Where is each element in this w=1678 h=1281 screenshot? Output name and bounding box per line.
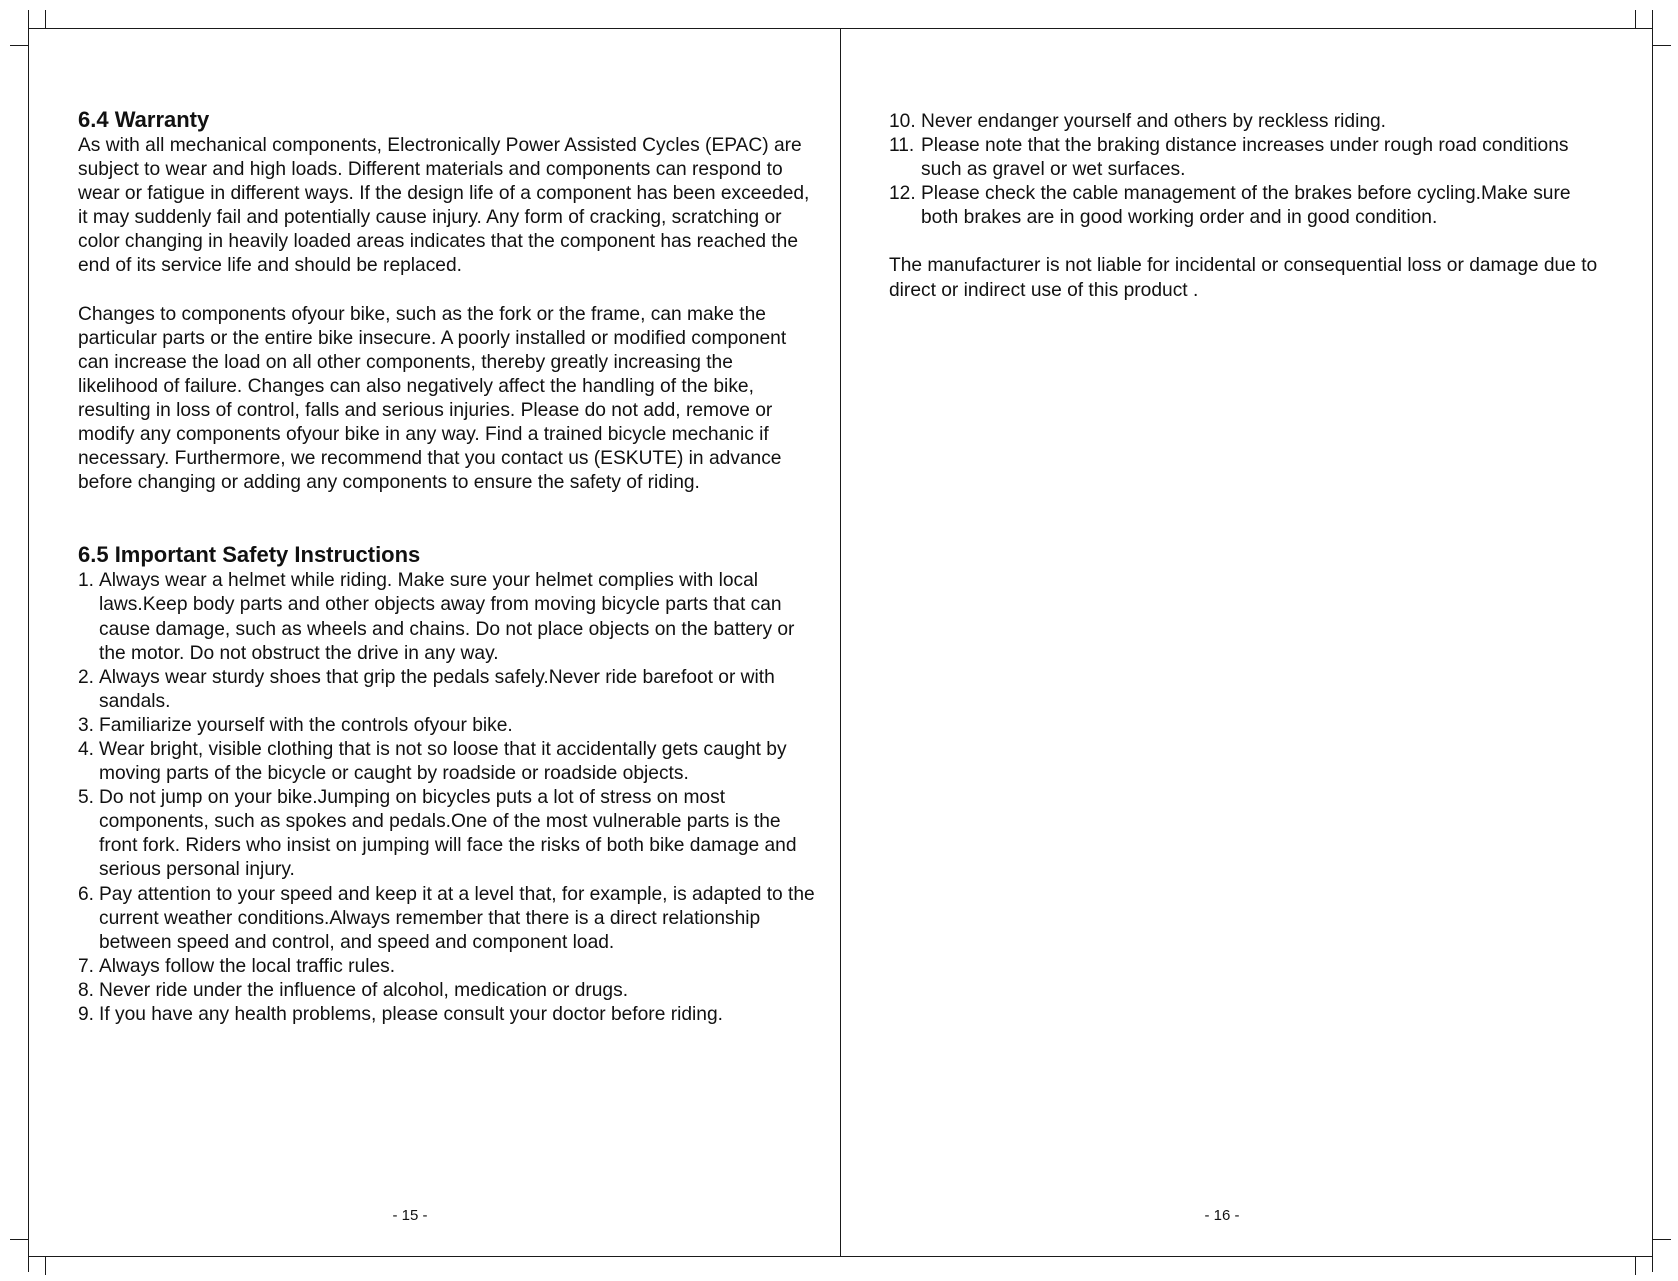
liability-disclaimer: The manufacturer is not liable for incidental or consequential loss or damage due to direct or indirect use of this product . (889, 255, 1598, 301)
safety-list (78, 569, 818, 1027)
list-item-number: 11. (889, 135, 915, 157)
list-item-number: 4. (78, 738, 95, 760)
crop-mark-tl-v (45, 10, 46, 28)
page-number-right: - 16 - (1204, 1207, 1240, 1224)
list-item-number: 5. (78, 787, 95, 809)
list-item-text: Please note that the braking distance increases under rough road conditions such as gravel or wet surfaces. (921, 135, 1569, 181)
crop-mark-tl-h (10, 45, 28, 46)
list-item (78, 883, 818, 955)
crop-mark-br-v (1635, 1257, 1636, 1275)
warranty-heading: 6.4 Warranty (78, 107, 210, 132)
list-item-number: 2. (78, 666, 95, 688)
right-page (841, 30, 1653, 1256)
crop-mark-tr-v (1635, 10, 1636, 28)
warranty-section (78, 106, 818, 495)
list-item-text: Do not jump on your bike.Jumping on bicycles puts a lot of stress on most components, such as spokes and pedals.One of the most vulnerable parts is the front fork. Riders who insist on jumping will face the risks of both bike damage and serious personal injury. (99, 787, 797, 881)
list-item-text: Pay attention to your speed and keep it at a level that, for example, is adapted to the current weather conditions.Always remember that there is a direct relationship between speed and control, and speed and component load. (99, 883, 815, 953)
safety-section (78, 541, 818, 1027)
list-item-number: 9. (78, 1004, 95, 1025)
list-item-number: 3. (78, 714, 95, 736)
list-item-number: 1. (78, 570, 95, 592)
list-item-text: Please check the cable management of the brakes before cycling.Make sure both brakes are in good working order and in good condition. (921, 183, 1571, 229)
crop-mark-bl-v (45, 1257, 46, 1275)
list-item (78, 714, 818, 738)
list-item-text: If you have any health problems, please consult your doctor before riding. (99, 1004, 723, 1025)
list-item-text: Always wear sturdy shoes that grip the pedals safely.Never ride barefoot or with sandals. (99, 666, 775, 712)
list-item (889, 110, 1609, 134)
list-item-number: 10. (889, 111, 916, 132)
list-item (78, 979, 818, 1003)
list-item-text: Wear bright, visible clothing that is not so loose that it accidentally gets caught by moving parts of the bicycle or caught by roadside or roadside objects. (99, 738, 787, 785)
safety-heading: 6.5 Important Safety Instructions (78, 542, 421, 568)
list-item-text: Familiarize yourself with the controls ofyour bike. (99, 714, 513, 736)
list-item-text: Always wear a helmet while riding. Make sure your helmet complies with local laws.Keep body parts and other objects away from moving bicycle parts that can cause damage, such as wheels and chains. Do not place objects on the battery or the motor. Do not obstruct the drive in any way. (99, 570, 795, 664)
list-item-text: Never ride under the influence of alcohol, medication or drugs. (99, 979, 629, 1001)
crop-mark-bl-h (10, 1239, 28, 1240)
left-page (30, 30, 840, 1256)
list-item (78, 738, 818, 786)
list-item-number: 8. (78, 979, 95, 1001)
list-item (78, 569, 818, 665)
right-page-content (889, 110, 1609, 303)
list-item (889, 134, 1609, 182)
list-item (889, 182, 1609, 230)
warranty-paragraph-2: Changes to components ofyour bike, such as the fork or the frame, can make the particular parts or the entire bike insecure. A poorly installed or modified component can increase the load on all other components, thereby greatly increasing the likelihood of failure. Changes can also negatively affect the handling of the bike, resulting in loss of control, falls and serious injuries. Please do not add, remove or modify any components ofyour bike in any way. Find a trained bicycle mechanic if necessary. Furthermore, we recommend that you contact us (ESKUTE) in advance before changing or adding any components to ensure the safety of riding. (78, 303, 787, 494)
list-item (78, 666, 818, 714)
list-item-text: Never endanger yourself and others by reckless riding. (921, 111, 1387, 132)
list-item (78, 786, 818, 882)
list-item (78, 955, 818, 979)
crop-mark-br-h (1653, 1239, 1671, 1240)
safety-list-continued (889, 110, 1609, 230)
page-number-left: - 15 - (392, 1207, 428, 1224)
list-item-number: 12. (889, 183, 916, 205)
list-item-number: 7. (78, 955, 95, 977)
warranty-paragraph-1: As with all mechanical components, Electronically Power Assisted Cycles (EPAC) are subject to wear and high loads. Different materials and components can respond to wear or fatigue in different ways. If the design life of a component has been exceeded, it may suddenly fail and potentially cause injury. Any form of cracking, scratching or color changing in heavily loaded areas indicates that the component has reached the end of its service life and should be replaced. (78, 135, 810, 277)
left-page-content (78, 106, 818, 1027)
crop-mark-tr-h (1653, 45, 1671, 46)
list-item-text: Always follow the local traffic rules. (99, 955, 396, 977)
frame-left-line (28, 10, 29, 1272)
list-item-number: 6. (78, 883, 95, 905)
list-item (78, 1003, 818, 1027)
